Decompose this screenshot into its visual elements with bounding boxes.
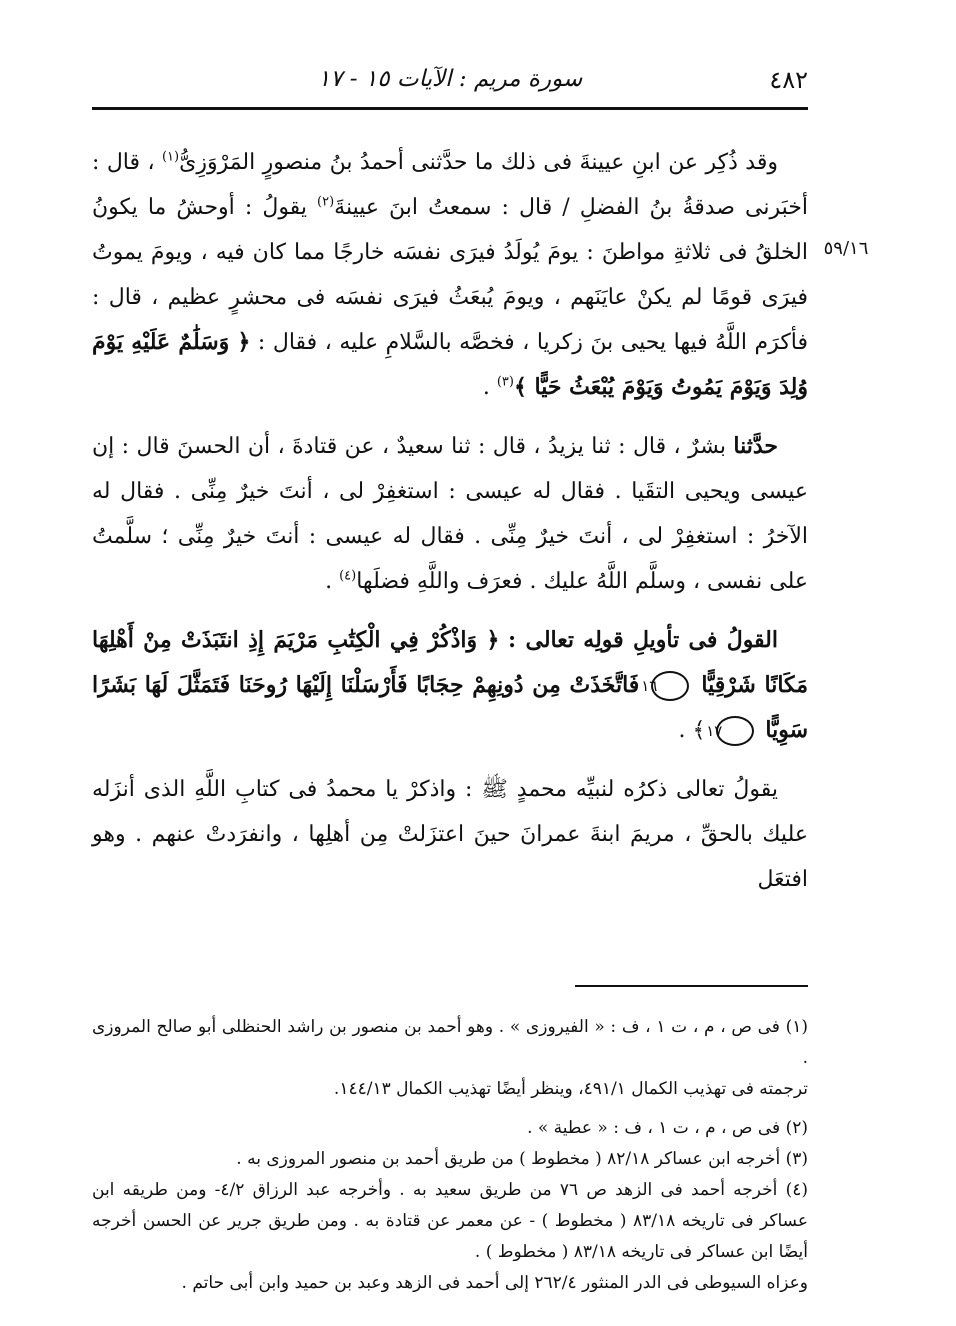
quran-verse: فَاتَّخَذَتْ مِن دُونِهِمْ حِجَابًا فَأَرْسَلْنَا إِلَيْهَا رُوحَنَا فَتَمَثَّلَ لَهَا بَشَرًا سَوِيًّا	[92, 672, 808, 743]
footnote-ref-4: (٤)	[339, 568, 357, 584]
text-segment: يقولُ تعالى ذكرُه لنبيِّه محمدٍ ﷺ : واذكرْ يا محمدُ فى كتابِ اللَّهِ الذى أنزَله عليك بالحقِّ ، مريمَ ابنةَ عمرانَ حينَ اعتزَلتْ مِن أهلِها ، وانفرَدتْ عنهم . وهو افتعَل	[92, 777, 808, 892]
footnote-3: (٣) أخرجه ابن عساكر ٨٢/١٨ ( مخطوط ) من طريق أحمد بن منصور المروزى به .	[236, 1149, 808, 1169]
page-header	[92, 58, 808, 110]
narration-lead: حدَّثنا	[733, 433, 779, 459]
footnotes	[92, 1012, 808, 1299]
ayah-number-16: ١٦	[651, 671, 689, 701]
section-heading: القولُ فى تأويلِ قولِه تعالى :	[508, 627, 778, 653]
footnote-2: (٢) فى ص ، م ، ت ١ ، ف : « عطية » .	[527, 1118, 808, 1138]
margin-reference: ٥٩/١٦	[823, 238, 869, 259]
text-segment: يقولُ : أوحشُ ما يكونُ الخلقُ فى ثلاثةِ مواطنَ : يومَ يُولَدُ فيرَى نفسَه خارجًا مما كان فيه ، ويومَ يموتُ فيرَى قومًا لم يكنْ عايَنَهم ، ويومَ يُبعَثُ فيرَى نفسَه فى محشرٍ عظيم ، قال : فأكرَم اللَّهُ فيها يحيى بنَ زكريا ، فخصَّه بالسَّلامِ عليه ، فقال :	[92, 195, 809, 355]
paragraph-hasan-report	[92, 424, 808, 604]
period: .	[325, 569, 333, 594]
footnote-4: (٤) أخرجه أحمد فى الزهد ص ٧٦ من طريق سعيد به . وأخرجه عبد الرزاق ٤/٢- ومن طريقه ابن عساكر فى تاريخه ٨٣/١٨ ( مخطوط ) - عن معمر عن قتادة به . ومن طريق جرير عن الحسن أخرجه أيضًا ابن عساكر فى تاريخه ٨٣/١٨ ( مخطوط ) .	[92, 1180, 809, 1262]
text-segment: بشرٌ ، قال : ثنا يزيدُ ، قال : ثنا سعيدٌ ، عن قتادةَ ، أن الحسنَ قال : إن عيسى ويحيى التقَيا . فقال له عيسى : استغفِرْ لى ، أنتَ خيرٌ مِنِّى . فقال له الآخرُ : استغفِرْ لى ، أنتَ خيرٌ مِنِّى . فقال له عيسى : أنتَ خيرٌ مِنِّى ؛ سلَّمتُ على نفسى ، وسلَّم اللَّهُ عليك . فعرَف واللَّهِ فضلَها	[92, 434, 808, 594]
footnote-1: (١) فى ص ، م ، ت ١ ، ف : « الفيروزى » . وهو أحمد بن منصور بن راشد الحنظلى أبو صالح المروزى .	[92, 1017, 809, 1068]
text-segment: ، قال : أخبَرنى صدقةُ بنُ الفضلِ / قال : سمعتُ ابنَ عيينةَ	[92, 150, 808, 220]
text-segment: وقد ذُكِر عن ابنِ عيينةَ فى ذلك ما حدَّثنى أحمدُ بنُ منصورٍ المَرْوَزِىُّ	[179, 150, 778, 175]
paragraph-verse-heading	[92, 618, 808, 753]
footnote-ref-2: (٢)	[317, 194, 335, 210]
footnote-4-continued: وعزاه السيوطى فى الدر المنثور ٢٦٢/٤ إلى أحمد فى الزهد وعبد بن حميد وابن أبى حاتم .	[181, 1273, 808, 1293]
quran-verse: ﴿ وَاذْكُرْ فِي الْكِتَٰبِ مَرْيَمَ إِذِ انتَبَذَتْ مِنْ أَهْلِهَا مَكَانًا شَرْقِيًّا	[92, 627, 808, 698]
header-rule	[92, 107, 808, 110]
verse-close: ﴾ .	[678, 718, 706, 743]
footnote-rule	[575, 985, 808, 987]
period: .	[482, 375, 490, 400]
footnote-ref-1: (١)	[161, 149, 180, 165]
page-number: ٤٨٢	[769, 66, 808, 94]
running-title: سورة مريم : الآيات ١٥ - ١٧	[317, 66, 583, 92]
paragraph-commentary	[92, 767, 808, 902]
footnote-1-continued: ترجمته فى تهذيب الكمال ٤٩١/١، وينظر أيضًا تهذيب الكمال ١٤٤/١٣.	[333, 1079, 808, 1099]
main-text	[92, 140, 808, 902]
quran-verse: ﴿ وَسَلَٰمٌ عَلَيْهِ يَوْمَ وُلِدَ وَيَوْمَ يَمُوتُ وَيَوْمَ يُبْعَثُ حَيًّا ﴾	[92, 329, 808, 400]
footnote-ref-3: (٣)	[496, 374, 514, 390]
ayah-number-17: ١٧	[716, 716, 754, 746]
paragraph-ibn-uyaynah	[92, 140, 808, 410]
